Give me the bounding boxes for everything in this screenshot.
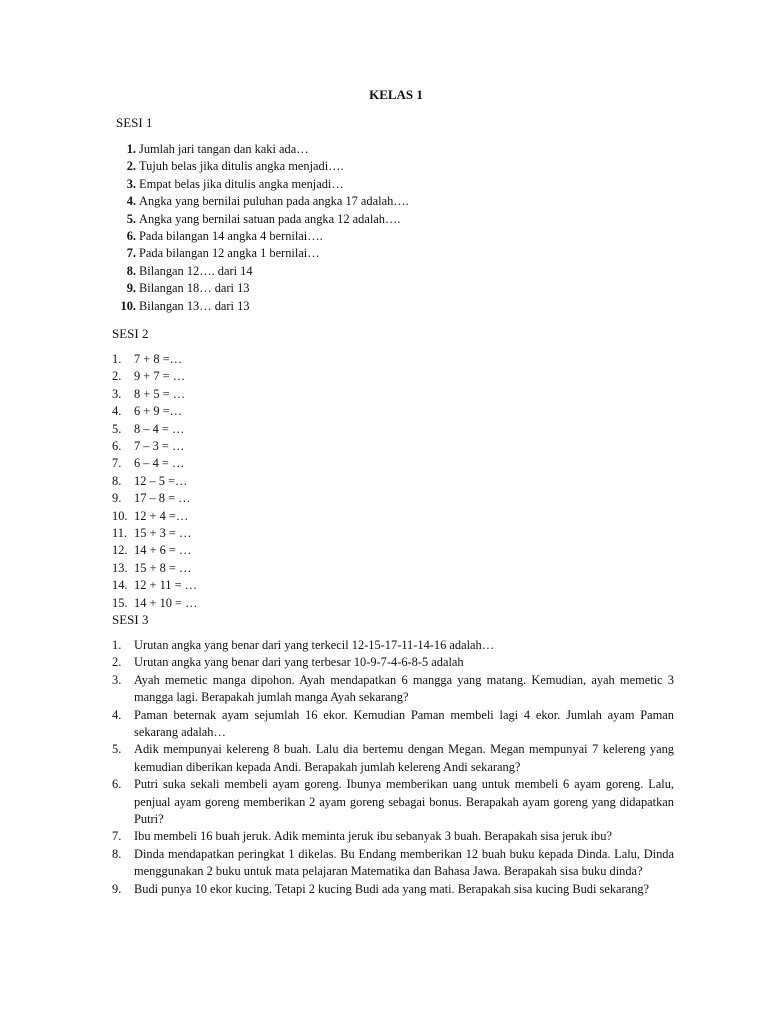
item-number: 6. bbox=[126, 229, 136, 244]
sesi3-list bbox=[112, 637, 674, 898]
sesi1-heading: SESI 1 bbox=[116, 115, 153, 130]
list-item bbox=[114, 158, 674, 175]
item-number: 9. bbox=[112, 491, 122, 506]
item-text: 6 + 9 =… bbox=[134, 404, 183, 419]
item-number: 2. bbox=[112, 369, 122, 384]
list-item bbox=[112, 508, 672, 525]
item-text: Bilangan 18… dari 13 bbox=[139, 281, 250, 296]
item-text: Pada bilangan 12 angka 1 bernilai… bbox=[139, 246, 320, 261]
list-item bbox=[112, 473, 672, 490]
item-text: Urutan angka yang benar dari yang terbesar 10-9-7-4-6-8-5 adalah bbox=[134, 655, 464, 670]
sesi2-list bbox=[112, 351, 672, 612]
item-text: 15 + 3 = … bbox=[134, 526, 192, 541]
item-text: 12 – 5 =… bbox=[134, 473, 188, 488]
item-text: Pada bilangan 14 angka 4 bernilai…. bbox=[139, 229, 323, 244]
item-text: 12 + 11 = … bbox=[134, 578, 198, 593]
list-item bbox=[114, 263, 674, 280]
item-text: Dinda mendapatkan peringkat 1 dikelas. Bu Endang memberikan 12 buah buku kepada Dinda. Lalu, Dinda menggunakan 2 buku untuk mata pelajaran Matematika dan Bahasa Jawa. Berapakah sisa buku dinda? bbox=[134, 846, 674, 879]
item-number: 7. bbox=[126, 246, 136, 261]
item-text: 12 + 4 =… bbox=[134, 508, 189, 523]
item-text: 14 + 6 = … bbox=[134, 543, 192, 558]
list-item bbox=[114, 245, 674, 262]
item-number: 5. bbox=[112, 421, 122, 436]
list-item bbox=[114, 280, 674, 297]
item-number: 3. bbox=[126, 176, 136, 191]
item-number: 4. bbox=[112, 404, 122, 419]
item-text: Paman beternak ayam sejumlah 16 ekor. Kemudian Paman membeli lagi 4 ekor. Jumlah ayam Paman sekarang adalah… bbox=[134, 707, 674, 740]
list-item bbox=[112, 368, 672, 385]
list-item bbox=[112, 560, 672, 577]
item-number: 5. bbox=[112, 742, 122, 757]
item-text: 8 + 5 = … bbox=[134, 386, 186, 401]
list-item bbox=[112, 776, 674, 828]
item-number: 5. bbox=[126, 211, 136, 226]
list-item bbox=[114, 193, 674, 210]
item-number: 3. bbox=[112, 672, 122, 687]
item-number: 2. bbox=[126, 159, 136, 174]
list-item bbox=[112, 637, 674, 654]
list-item bbox=[114, 298, 674, 315]
item-text: 9 + 7 = … bbox=[134, 369, 186, 384]
list-item bbox=[114, 228, 674, 245]
item-number: 2. bbox=[112, 655, 122, 670]
list-item bbox=[114, 176, 674, 193]
item-number: 4. bbox=[126, 194, 136, 209]
list-item bbox=[112, 672, 674, 707]
list-item bbox=[112, 386, 672, 403]
list-item bbox=[112, 654, 674, 671]
list-item bbox=[112, 525, 672, 542]
item-text: Bilangan 13… dari 13 bbox=[139, 298, 250, 313]
item-number: 1. bbox=[126, 142, 136, 156]
item-text: Ayah memetic manga dipohon. Ayah mendapatkan 6 mangga yang matang. Kemudian, ayah memetic 3 mangga lagi. Berapakah jumlah manga Ayah sekarang? bbox=[134, 672, 674, 705]
item-number: 8. bbox=[112, 473, 122, 488]
list-item bbox=[112, 490, 672, 507]
item-text: Angka yang bernilai puluhan pada angka 17 adalah…. bbox=[139, 194, 409, 209]
item-number: 1. bbox=[112, 352, 122, 366]
item-number: 13. bbox=[112, 560, 128, 575]
item-number: 4. bbox=[112, 707, 122, 722]
item-text: Adik mempunyai kelereng 8 buah. Lalu dia bertemu dengan Megan. Megan mempunyai 7 kelereng yang kemudian diberikan kepada Andi. Berapakah jumlah kelereng Andi sekarang? bbox=[134, 742, 674, 774]
item-text: Empat belas jika ditulis angka menjadi… bbox=[139, 176, 344, 191]
item-text: 8 – 4 = … bbox=[134, 421, 185, 436]
list-item bbox=[114, 141, 674, 158]
item-number: 1. bbox=[112, 638, 122, 652]
list-item bbox=[112, 403, 672, 420]
list-item bbox=[112, 351, 672, 368]
item-text: Jumlah jari tangan dan kaki ada… bbox=[139, 142, 309, 156]
item-number: 9. bbox=[126, 281, 136, 296]
list-item bbox=[114, 211, 674, 228]
item-number: 12. bbox=[112, 543, 128, 558]
item-text: Ibu membeli 16 buah jeruk. Adik meminta jeruk ibu sebanyak 3 buah. Berapakah sisa jeruk ibu? bbox=[134, 829, 612, 844]
list-item bbox=[112, 455, 672, 472]
list-item bbox=[112, 881, 674, 898]
item-number: 6. bbox=[112, 777, 122, 792]
item-number: 7. bbox=[112, 456, 122, 471]
item-text: Angka yang bernilai satuan pada angka 12 adalah…. bbox=[139, 211, 401, 226]
item-text: 7 + 8 =… bbox=[134, 352, 183, 366]
item-number: 15. bbox=[112, 595, 128, 610]
item-number: 9. bbox=[112, 881, 122, 896]
list-item bbox=[112, 542, 672, 559]
sesi3-heading: SESI 3 bbox=[112, 612, 149, 627]
item-text: 7 – 3 = … bbox=[134, 439, 185, 454]
item-number: 7. bbox=[112, 829, 122, 844]
item-number: 14. bbox=[112, 578, 128, 593]
list-item bbox=[112, 577, 672, 594]
item-text: Putri suka sekali membeli ayam goreng. Ibunya memberikan uang untuk membeli 6 ayam goreng. Lalu, penjual ayam goreng memberikan 2 ayam goreng sebagai bonus. Berapakah ayam goreng yang didapatkan Putri? bbox=[134, 777, 674, 827]
item-number: 10. bbox=[112, 508, 128, 523]
item-text: 6 – 4 = … bbox=[134, 456, 185, 471]
page-title: KELAS 1 bbox=[369, 87, 423, 102]
item-text: Urutan angka yang benar dari yang terkecil 12-15-17-11-14-16 adalah… bbox=[134, 638, 495, 652]
item-text: Budi punya 10 ekor kucing. Tetapi 2 kucing Budi ada yang mati. Berapakah sisa kucing Budi sekarang? bbox=[134, 881, 650, 896]
list-item bbox=[112, 828, 674, 845]
item-number: 6. bbox=[112, 439, 122, 454]
item-text: 14 + 10 = … bbox=[134, 595, 198, 610]
list-item bbox=[112, 846, 674, 881]
sesi1-list bbox=[114, 141, 674, 315]
sesi2-heading: SESI 2 bbox=[112, 326, 149, 341]
list-item bbox=[112, 438, 672, 455]
item-number: 8. bbox=[126, 263, 136, 278]
item-text: 15 + 8 = … bbox=[134, 560, 192, 575]
list-item bbox=[112, 741, 674, 776]
list-item bbox=[112, 595, 672, 612]
item-text: Bilangan 12…. dari 14 bbox=[139, 263, 253, 278]
item-number: 3. bbox=[112, 386, 122, 401]
item-text: Tujuh belas jika ditulis angka menjadi…. bbox=[139, 159, 344, 174]
item-text: 17 – 8 = … bbox=[134, 491, 191, 506]
item-number: 10. bbox=[120, 298, 136, 313]
list-item bbox=[112, 421, 672, 438]
item-number: 8. bbox=[112, 846, 122, 861]
list-item bbox=[112, 707, 674, 742]
item-number: 11. bbox=[112, 526, 128, 541]
